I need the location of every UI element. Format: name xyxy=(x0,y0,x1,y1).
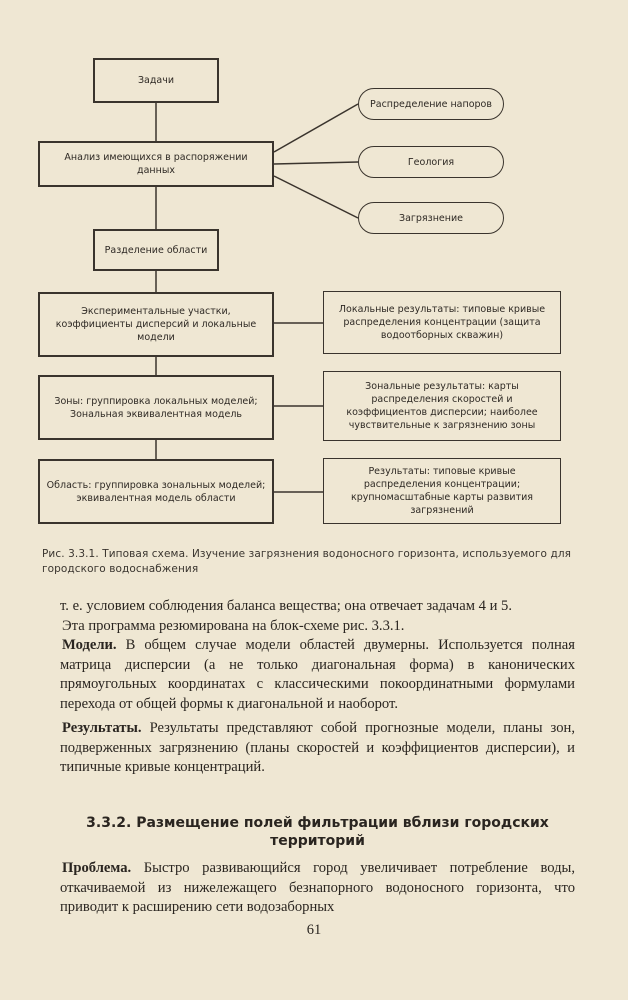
paragraph-continuation: т. е. условием соблюдения баланса вещества; она отвечает задачам 4 и 5. xyxy=(60,598,512,614)
page-number: 61 xyxy=(306,922,322,938)
body-text-upper xyxy=(60,597,575,778)
pill-pressure-label: Распределение напоров xyxy=(370,98,492,110)
box-experimental-label: Экспериментальные участки, коэффициенты дисперсий и локальные модели xyxy=(55,306,257,343)
pill-geology xyxy=(358,146,504,178)
results-lead: Результаты. xyxy=(62,720,142,736)
box-analysis xyxy=(38,141,274,187)
box-division-label: Разделение области xyxy=(104,244,208,256)
box-zonal-results xyxy=(323,371,561,441)
box-analysis-label: Анализ имеющихся в распоряжении данных xyxy=(64,152,248,176)
connector-analysis-pressure xyxy=(274,104,358,152)
models-text: В общем случае модели областей двумерны. Используется полная матрица дисперсии (а не только диагональная форма) в канонических прямоугольных координатах с классическими покоординатными формулами перехода от общей формы к диагональной и наоборот. xyxy=(60,637,575,712)
box-tasks xyxy=(93,58,219,103)
problem-text: Быстро развивающийся город увеличивает потребление воды, откачиваемой из нижележащего безнапорного водоносного горизонта, что приводит к расширению сети водозаборных xyxy=(60,860,575,915)
body-text-lower xyxy=(60,859,575,918)
connector-analysis-geology xyxy=(274,162,358,164)
box-zones-label: Зоны: группировка локальных моделей; Зональная эквивалентная модель xyxy=(54,395,258,420)
pill-pollution-label: Загрязнение xyxy=(399,212,463,224)
box-area-label: Область: группировка зональных моделей; эквивалентная модель области xyxy=(46,479,266,504)
box-division xyxy=(93,229,219,271)
paragraph-results xyxy=(60,719,575,778)
box-local-results xyxy=(323,291,561,354)
box-area xyxy=(38,459,274,524)
box-results-label: Результаты: типовые кривые распределения концентрации; крупномасштабные карты развития загрязнений xyxy=(350,466,534,516)
results-text: Результаты представляют собой прогнозные модели, планы зон, подверженных загрязнению (планы скоростей и коэффициентов дисперсии), и типичные кривые концентраций. xyxy=(60,720,575,775)
box-zones xyxy=(38,375,274,440)
models-lead: Модели. xyxy=(62,637,117,653)
pill-geology-label: Геология xyxy=(407,156,455,168)
problem-lead: Проблема. xyxy=(62,860,132,876)
box-local-results-label: Локальные результаты: типовые кривые распределения концентрации (защита водоотборных скважин) xyxy=(338,304,546,341)
box-tasks-label: Задачи xyxy=(137,75,175,86)
paragraph-problem xyxy=(60,859,575,918)
paragraph-models xyxy=(60,636,575,714)
pill-pollution xyxy=(358,202,504,234)
paragraph-program: Эта программа резюмирована на блок-схеме рис. 3.3.1. xyxy=(62,617,405,634)
section-heading: 3.3.2. Размещение полей фильтрации вблизи городских территорий xyxy=(86,815,549,849)
connector-analysis-pollution xyxy=(274,176,358,218)
pill-pressure xyxy=(358,88,504,120)
figure-caption: Рис. 3.3.1. Типовая схема. Изучение загрязнения водоносного горизонта, используемого для городского водоснабжения xyxy=(42,548,572,575)
box-experimental xyxy=(38,292,274,357)
box-zonal-results-label: Зональные результаты: карты распределения скоростей и коэффициентов дисперсии; наиболее чувствительные к загрязнению зоны xyxy=(346,381,538,431)
box-results xyxy=(323,458,561,524)
